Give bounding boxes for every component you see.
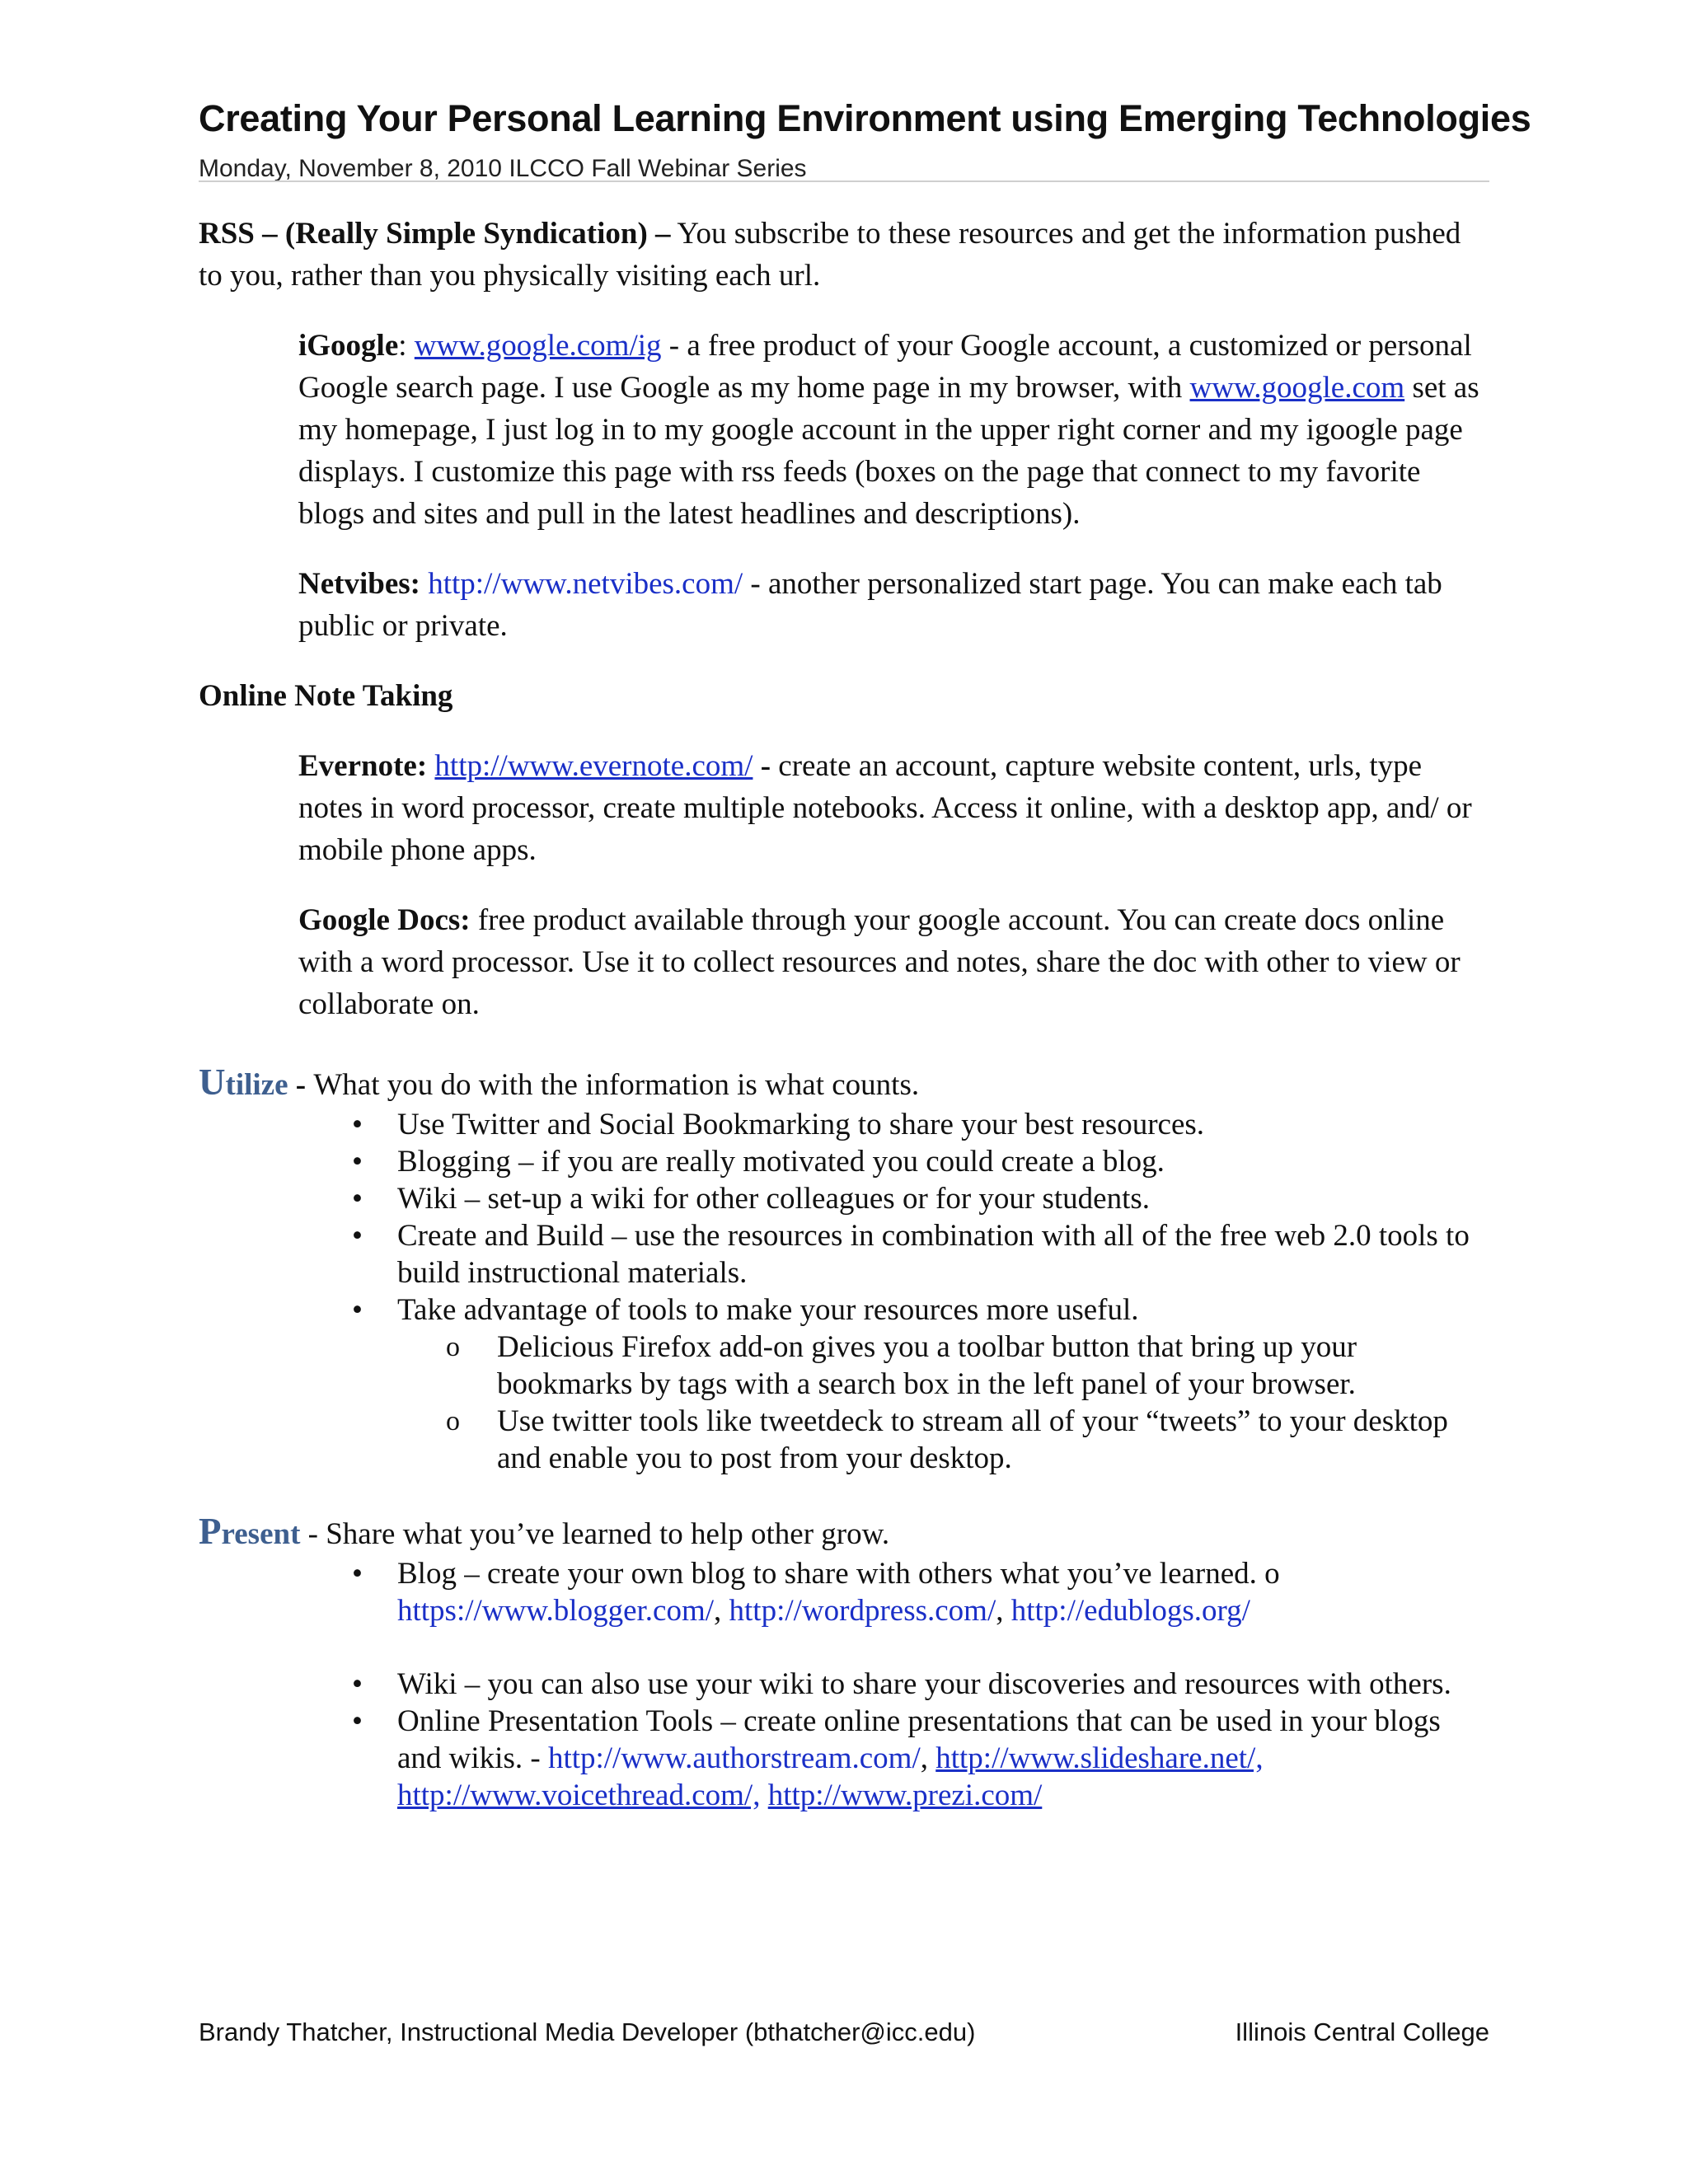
- prezi-link[interactable]: http://www.prezi.com/: [767, 1779, 1043, 1812]
- page-subtitle: Monday, November 8, 2010 ILCCO Fall Webinar Series: [199, 155, 807, 182]
- igoogle-text2: set as my homepage, I just log in to my google account in the upper right corner and my igoogle page displays. I customize this page with rss feeds (boxes on the page that connect to my favorite blogs and sites and pull in the latest headlines and descriptions).: [298, 371, 1479, 531]
- list-item: • Blogging – if you are really motivated you could create a blog.: [397, 1143, 1489, 1180]
- utilize-dash: -: [288, 1068, 314, 1102]
- igoogle-link[interactable]: www.google.com/ig: [414, 329, 662, 363]
- comma: ,: [920, 1741, 936, 1775]
- page-title: Creating Your Personal Learning Environment using Emerging Technologies: [199, 97, 1531, 139]
- list-item-text: Take advantage of tools to make your resources more useful.: [397, 1293, 1139, 1327]
- footer-institution: Illinois Central College: [1235, 2018, 1489, 2046]
- rss-heading: RSS – (Really Simple Syndication) –: [199, 217, 671, 251]
- voicethread-link[interactable]: http://www.voicethread.com/,: [397, 1779, 761, 1812]
- authorstream-link[interactable]: http://www.authorstream.com/: [547, 1741, 921, 1775]
- list-item: • Wiki – you can also use your wiki to share your discoveries and resources with others.: [397, 1666, 1489, 1703]
- netvibes-link[interactable]: http://www.netvibes.com/: [428, 567, 743, 601]
- header-divider: [199, 180, 1489, 182]
- wordpress-link[interactable]: http://wordpress.com/: [729, 1594, 996, 1628]
- list-item: • Use Twitter and Social Bookmarking to share your best resources.: [397, 1106, 1489, 1143]
- list-item: [397, 1291, 1489, 1477]
- list-item: [397, 1703, 1489, 1814]
- google-docs-paragraph: [298, 899, 1489, 1025]
- utilize-heading-cap: U: [199, 1062, 226, 1103]
- igoogle-text1: - a free product of your Google account, a customized or personal Google search page. I use Google as my home page in my browser, with: [298, 329, 1472, 405]
- utilize-text: What you do with the information is what counts.: [313, 1068, 920, 1102]
- netvibes-paragraph: [298, 563, 1489, 647]
- present-heading: [199, 1511, 1489, 1555]
- present-heading-cap: P: [199, 1511, 222, 1552]
- evernote-text: create an account, capture website content, urls, type notes in word processor, create multiple notebooks. Access it online, with a desktop app, and/ or mobile phone apps.: [298, 749, 1472, 867]
- utilize-heading: [199, 1062, 1489, 1106]
- list-item: • Wiki – set-up a wiki for other colleagues or for your students.: [397, 1180, 1489, 1217]
- present-list: [199, 1555, 1489, 1814]
- rss-text: You subscribe to these resources and get the information pushed to you, rather than you physically visiting each url.: [199, 217, 1461, 293]
- tools-text: Online Presentation Tools – create online presentations that can be used in your blogs and wikis. -: [397, 1704, 1441, 1775]
- edublogs-link[interactable]: http://edublogs.org/: [1010, 1594, 1250, 1628]
- present-text: - Share what you’ve learned to help other grow.: [300, 1517, 890, 1551]
- list-item: [397, 1555, 1489, 1629]
- igoogle-name: iGoogle: [298, 329, 399, 363]
- utilize-list: [199, 1106, 1489, 1477]
- slideshare-link[interactable]: http://www.slideshare.net/,: [935, 1741, 1264, 1775]
- evernote-name: Evernote:: [298, 749, 428, 783]
- evernote-link[interactable]: http://www.evernote.com/: [434, 749, 753, 783]
- utilize-sublist: [397, 1329, 1489, 1477]
- list-item: • Create and Build – use the resources in combination with all of the free web 2.0 tools to build instructional materials.: [397, 1217, 1489, 1291]
- evernote-dash: -: [753, 749, 779, 783]
- google-docs-name: Google Docs:: [298, 903, 471, 937]
- utilize-heading-rest: tilize: [225, 1068, 288, 1102]
- note-taking-heading: [199, 675, 1489, 717]
- google-docs-text: free product available through your google account. You can create docs online with a word processor. Use it to collect resources and notes, share the doc with other to view or collaborate on.: [298, 903, 1461, 1021]
- blogger-link[interactable]: https://www.blogger.com/: [397, 1594, 715, 1628]
- evernote-paragraph: [298, 745, 1489, 871]
- sublist-item: o Use twitter tools like tweetdeck to stream all of your “tweets” to your desktop and enable you to post from your desktop.: [497, 1403, 1489, 1477]
- sublist-item: o Delicious Firefox add-on gives you a toolbar button that bring up your bookmarks by tags with a search box in the left panel of your browser.: [497, 1329, 1489, 1403]
- note-taking-heading-text: Online Note Taking: [199, 679, 453, 713]
- footer-author: Brandy Thatcher, Instructional Media Developer (bthatcher@icc.edu): [199, 2018, 976, 2046]
- netvibes-name: Netvibes:: [298, 567, 420, 601]
- present-heading-rest: resent: [221, 1517, 301, 1551]
- comma: ,: [996, 1594, 1011, 1628]
- netvibes-text: - another personalized start page. You can make each tab public or private.: [298, 567, 1442, 643]
- rss-paragraph: [199, 213, 1489, 297]
- igoogle-sep: :: [398, 329, 415, 363]
- comma: ,: [714, 1594, 729, 1628]
- document-body: [199, 213, 1489, 1814]
- igoogle-paragraph: [298, 325, 1489, 535]
- blog-text: Blog – create your own blog to share with others what you’ve learned. o: [397, 1557, 1280, 1591]
- google-home-link[interactable]: www.google.com: [1189, 371, 1405, 405]
